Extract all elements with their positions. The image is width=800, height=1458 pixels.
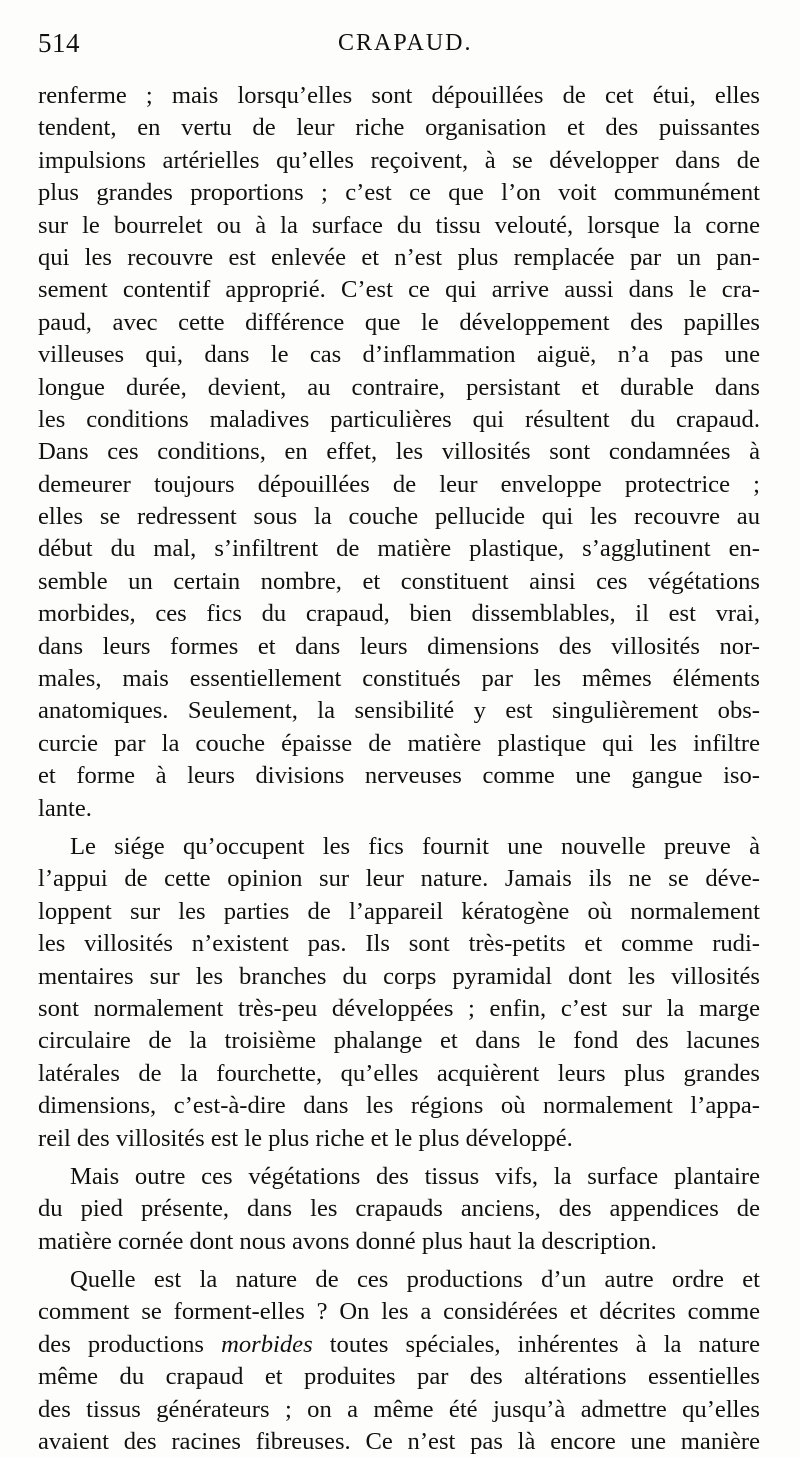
- text-line: curcie par la couche épaisse de matière plastique qui les infiltre: [38, 729, 760, 757]
- text-line: renferme ; mais lorsqu’elles sont dépouillées de cet étui, elles: [38, 82, 760, 109]
- text-run: toutes spéciales, inhérentes à la nature: [312, 1330, 760, 1358]
- text-line: males, mais essentiellement constitués par les mêmes éléments: [38, 665, 760, 693]
- text-line: dimensions, c’est-à-dire dans les régions où normalement l’appa-: [38, 1092, 760, 1120]
- text-line: sur le bourrelet ou à la surface du tissu velouté, lorsque la corne: [38, 211, 760, 239]
- text-line: latérales de la fourchette, qu’elles acquièrent leurs plus grandes: [38, 1059, 760, 1087]
- italic-term: morbides: [221, 1330, 313, 1358]
- text-run: des productions: [38, 1330, 222, 1358]
- text-line: comment se forment-elles ? On les a considérées et décrites comme: [38, 1298, 760, 1326]
- text-line: les villosités n’existent pas. Ils sont très-petits et comme rudi-: [38, 930, 760, 958]
- page-header: [38, 28, 778, 68]
- text-line: paud, avec cette différence que le développement des papilles: [38, 308, 760, 336]
- text-line: tendent, en vertu de leur riche organisation et des puissantes: [38, 114, 760, 142]
- text-line: Dans ces conditions, en effet, les villosités sont condamnées à: [38, 438, 760, 466]
- text-line: Le siége qu’occupent les fics fournit une nouvelle preuve à: [70, 832, 760, 860]
- text-line: demeurer toujours dépouillées de leur enveloppe protectrice ;: [38, 470, 760, 498]
- text-line: sement contentif approprié. C’est ce qui arrive aussi dans le cra-: [38, 276, 760, 304]
- text-line: du pied présente, dans les crapauds anciens, des appendices de: [38, 1195, 760, 1223]
- body-text: [38, 80, 760, 1458]
- text-line: Quelle est la nature de ces productions d’un autre ordre et: [70, 1266, 760, 1294]
- text-line: semble un certain nombre, et constituent ainsi ces végétations: [38, 567, 760, 595]
- text-line: l’appui de cette opinion sur leur nature. Jamais ils ne se déve-: [38, 865, 760, 893]
- text-line: longue durée, devient, au contraire, persistant et durable dans: [38, 373, 760, 401]
- text-line: circulaire de la troisième phalange et dans le fond des lacunes: [38, 1027, 760, 1055]
- text-line-mixed: [38, 1329, 760, 1361]
- text-line: loppent sur les parties de l’appareil kératogène où normalement: [38, 897, 760, 925]
- text-line: les conditions maladives particulières qui résultent du crapaud.: [38, 405, 760, 433]
- paragraph-4: [38, 1264, 760, 1458]
- text-line: et forme à leurs divisions nerveuses comme une gangue iso-: [38, 762, 760, 790]
- text-line: elles se redressent sous la couche pellucide qui les recouvre au: [38, 503, 760, 531]
- page-number: 514: [38, 28, 80, 58]
- text-line: qui les recouvre est enlevée et n’est plus remplacée par un pan-: [38, 243, 760, 271]
- text-line: mentaires sur les branches du corps pyramidal dont les villosités: [38, 962, 760, 990]
- text-line: début du mal, s’infiltrent de matière plastique, s’agglutinent en-: [38, 535, 760, 563]
- text-line: anatomiques. Seulement, la sensibilité y est singulièrement obs-: [38, 697, 760, 725]
- text-line: des tissus générateurs ; on a même été jusqu’à admettre qu’elles: [38, 1395, 760, 1423]
- text-line: plus grandes proportions ; c’est ce que l’on voit communément: [38, 179, 760, 207]
- text-line: sont normalement très-peu développées ; enfin, c’est sur la marge: [38, 994, 760, 1022]
- paragraph-3: [38, 1161, 760, 1258]
- paragraph-2: [38, 831, 760, 1155]
- text-line: même du crapaud et produites par des altérations essentielles: [38, 1363, 760, 1391]
- text-line: dans leurs formes et dans leurs dimensions des villosités nor-: [38, 632, 760, 660]
- text-line: avaient des racines fibreuses. Ce n’est pas là encore une manière: [38, 1428, 760, 1456]
- text-line: lante.: [38, 794, 92, 822]
- text-line: impulsions artérielles qu’elles reçoivent, à se développer dans de: [38, 146, 760, 174]
- text-line: morbides, ces fics du crapaud, bien dissemblables, il est vrai,: [38, 600, 760, 628]
- text-line: matière cornée dont nous avons donné plus haut la description.: [38, 1227, 657, 1255]
- running-head: CRAPAUD.: [338, 30, 473, 56]
- text-line: reil des villosités est le plus riche et le plus développé.: [38, 1124, 573, 1152]
- text-line: Mais outre ces végétations des tissus vifs, la surface plantaire: [70, 1162, 760, 1190]
- text-line: villeuses qui, dans le cas d’inflammation aiguë, n’a pas une: [38, 341, 760, 369]
- paragraph-1: [38, 80, 760, 825]
